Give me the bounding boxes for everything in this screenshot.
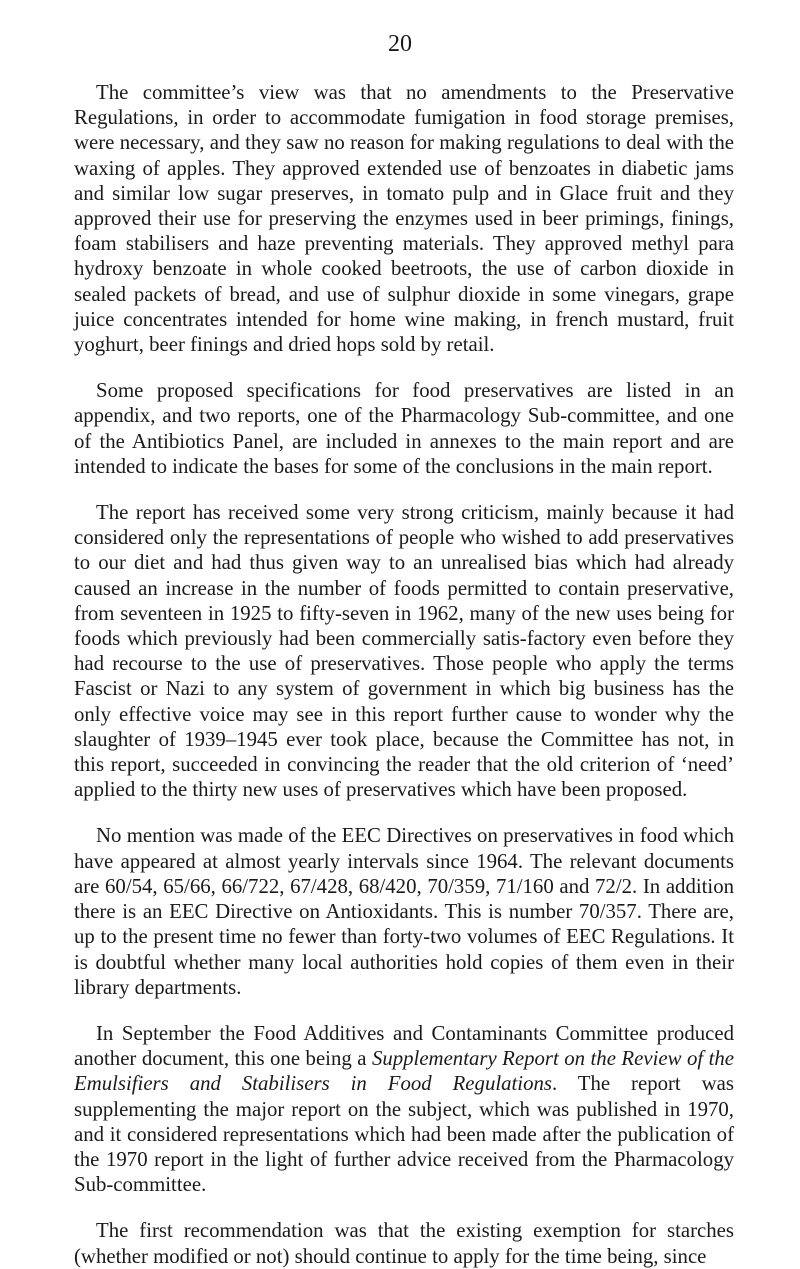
paragraph-specifications: Some proposed specifications for food preservatives are listed in an appendix, and two reports, one of the Pharmacology Sub-committee, and one of the Antibiotics Panel, are included in annexes to the main report and are intended to indicate the bases for some of the conclusions in the main report. bbox=[74, 379, 734, 478]
report-title: Supplementary Report on the Review of the Emulsifiers and Stabilisers in Food Regulations bbox=[74, 1047, 734, 1096]
paragraph-text-after: . The report was supplementing the major report on the subject, which was published in 1970, and it considered representations which had been made after the publication of the 1970 report in the light of further advice received from the Pharmacology Sub-committee. bbox=[74, 1072, 734, 1197]
paragraph-criticism: The report has received some very strong criticism, mainly because it had considered only the representations of people who wished to add preservatives to our diet and had thus given way to an unrealised bias which had already caused an increase in the number of foods permitted to contain preservative, from seventeen in 1925 to fifty-seven in 1962, many of the new uses being for foods which previously had been commercially satis-factory even before they had recourse to the use of preservatives. Those people who apply the terms Fascist or Nazi to any system of government in which big business has the only effective voice may see in this report further cause to wonder why the slaughter of 1939–1945 ever took place, because the Committee has not, in this report, succeeded in convincing the reader that the old criterion of ‘need’ applied to the thirty new uses of preservatives which have been proposed. bbox=[74, 501, 734, 802]
paragraph-first-recommendation: The first recommendation was that the existing exemption for starches (whether modified or not) should continue to apply for the time being, since bbox=[74, 1219, 734, 1268]
paragraph-eec-directives: No mention was made of the EEC Directives on preservatives in food which have appeared at almost yearly intervals since 1964. The relevant documents are 60/54, 65/66, 66/722, 67/428, 68/420, 70/359, 71/160 and 72/2. In addition there is an EEC Directive on Antioxidants. This is number 70/357. There are, up to the present time no fewer than forty-two volumes of EEC Regulations. It is doubtful whether many local authorities hold copies of them even in their library departments. bbox=[74, 824, 734, 999]
body-text bbox=[74, 80, 734, 1269]
page-number: 20 bbox=[388, 31, 412, 57]
paragraph-supplementary-report bbox=[74, 1021, 734, 1197]
paragraph-preservative-regulations: The committee’s view was that no amendments to the Preservative Regulations, in order to accommodate fumigation in food storage premises, were necessary, and they saw no reason for making regulations to deal with the waxing of apples. They approved extended use of benzoates in diabetic jams and similar low sugar preserves, in tomato pulp and in Glace fruit and they approved their use for preserving the enzymes used in beer primings, finings, foam stabilisers and haze preventing materials. They approved methyl para hydroxy benzoate in whole cooked beetroots, the use of carbon dioxide in sealed packets of bread, and use of sulphur dioxide in some vinegars, grape juice concentrates intended for home wine making, in french mustard, fruit yoghurt, beer finings and dried hops sold by retail. bbox=[74, 81, 734, 357]
paragraph-text-before: In September the Food Additives and Contaminants Committee produced another document, this one being a bbox=[74, 1021, 734, 1071]
